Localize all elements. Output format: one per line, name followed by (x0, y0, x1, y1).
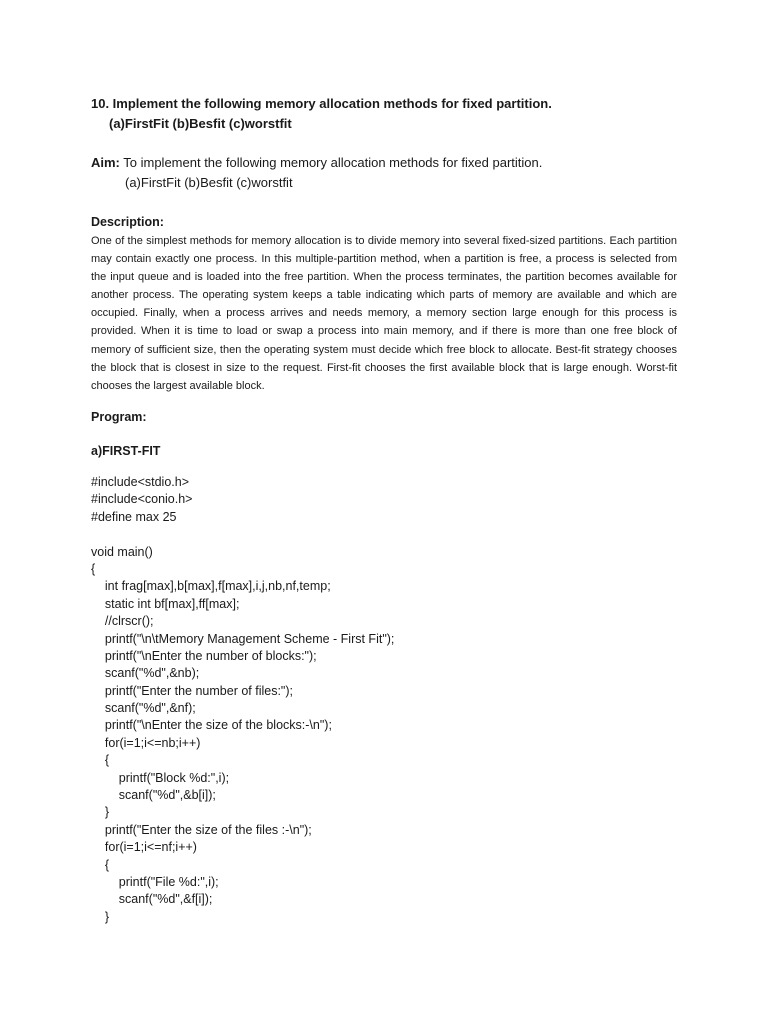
code-line: printf("\nEnter the number of blocks:"); (91, 648, 317, 663)
code-line: scanf("%d",&nf); (91, 701, 196, 716)
aim-methods: (a)FirstFit (b)Besfit (c)worstfit (125, 175, 293, 190)
code-block (91, 474, 691, 926)
code-line: } (91, 805, 110, 820)
code-line: printf("Enter the number of files:"); (91, 683, 294, 698)
program-heading: Program: (91, 410, 147, 424)
code-line: printf("File %d:",i); (91, 874, 219, 889)
exercise-subtitle: (a)FirstFit (b)Besfit (c)worstfit (109, 116, 292, 131)
code-line: { (91, 857, 110, 872)
code-line: for(i=1;i<=nf;i++) (91, 840, 197, 855)
code-line: #include<stdio.h> (91, 475, 189, 489)
aim-label: Aim: (91, 155, 120, 170)
description-heading: Description: (91, 215, 164, 229)
aim-paragraph (91, 153, 542, 173)
code-line: { (91, 561, 96, 576)
code-line: void main() (91, 544, 153, 559)
exercise-title: 10. Implement the following memory allocation methods for fixed partition. (91, 96, 552, 111)
code-line: //clrscr(); (91, 614, 154, 629)
code-line (91, 526, 691, 543)
code-line: for(i=1;i<=nb;i++) (91, 735, 201, 750)
code-line: #define max 25 (91, 509, 177, 524)
code-line: printf("\n\tMemory Management Scheme - First Fit"); (91, 631, 395, 646)
first-fit-heading: a)FIRST-FIT (91, 444, 161, 458)
code-line: #include<conio.h> (91, 492, 193, 507)
code-line: int frag[max],b[max],f[max],i,j,nb,nf,temp; (91, 579, 331, 594)
code-line: static int bf[max],ff[max]; (91, 596, 240, 611)
code-line: printf("Block %d:",i); (91, 770, 230, 785)
code-line: scanf("%d",&b[i]); (91, 788, 216, 803)
code-line: scanf("%d",&f[i]); (91, 892, 213, 907)
code-line: printf("Enter the size of the files :-\n"); (91, 822, 312, 837)
code-line: scanf("%d",&nb); (91, 666, 200, 681)
aim-text: To implement the following memory allocation methods for fixed partition. (119, 155, 543, 170)
code-line: printf("\nEnter the size of the blocks:-\n"); (91, 718, 332, 733)
code-line: { (91, 753, 110, 768)
code-line: } (91, 909, 110, 924)
description-body: One of the simplest methods for memory allocation is to divide memory into several fixed-sized partitions. Each partition may contain exactly one process. In this multiple-partition method, when a partition is free, a process is selected from the input queue and is loaded into the free partition. When the process terminates, the partition becomes available for another process. The operating system keeps a table indicating which parts of memory are available and which are occupied. Finally, when a process arrives and needs memory, a memory section large enough for this process is provided. When it is time to load or swap a process into main memory, and if there is more than one free block of memory of sufficient size, then the operating system must decide which free block to allocate. Best-fit strategy chooses the block that is closest in size to the request. First-fit chooses the first available block that is large enough. Worst-fit chooses the largest available block. (91, 235, 677, 392)
